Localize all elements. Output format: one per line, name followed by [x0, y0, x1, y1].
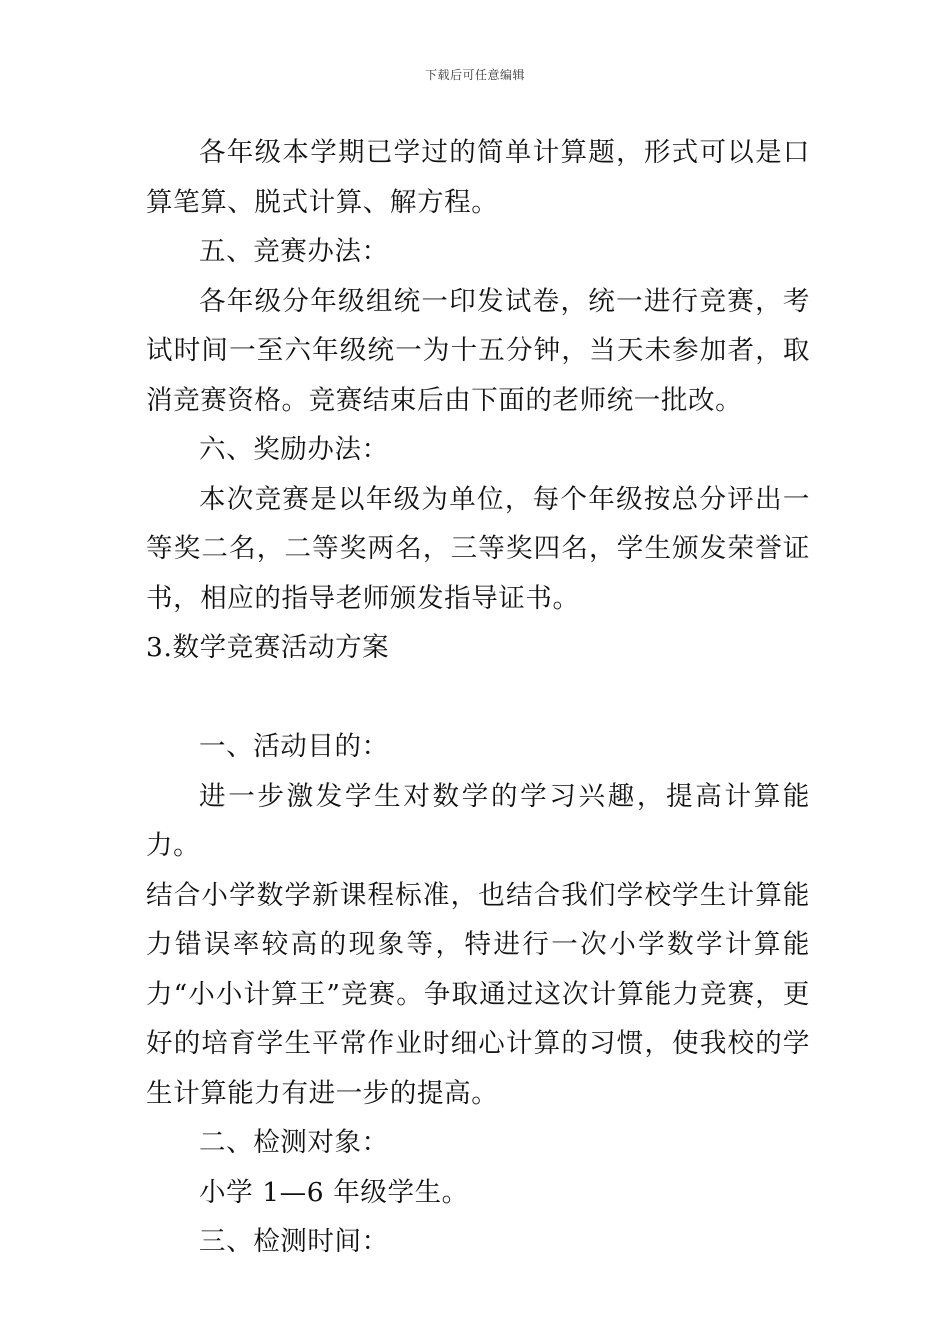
section-heading-activity-purpose: 一、活动目的： [199, 731, 389, 762]
paragraph-calculation-scope: 各年级本学期已学过的简单计算题，形式可以是口算笔算、脱式计算、解方程。 [146, 137, 810, 218]
paragraph-reward-method: 本次竞赛是以年级为单位，每个年级按总分评出一等奖二名，二等奖两名，三等奖四名，学生颁发荣誉证书，相应的指导老师颁发指导证书。 [146, 483, 810, 614]
section-heading-test-time: 三、检测时间： [199, 1226, 389, 1257]
paragraph-activity-purpose-detail: 结合小学数学新课程标准，也结合我们学校学生计算能力错误率较高的现象等，特进行一次小学数学计算能力“小小计算王”竞赛。争取通过这次计算能力竞赛，更好的培育学生平常作业时细心计算的习惯，使我校的学生计算能力有进一步的提高。 [146, 879, 810, 1109]
page-header-note: 下载后可任意编辑 [424, 68, 525, 82]
blank-line [146, 673, 810, 723]
paragraph-test-subjects: 小学 1—6 年级学生。 [199, 1176, 469, 1208]
paragraph-activity-purpose-intro: 进一步激发学生对数学的学习兴趣，提高计算能力。 [146, 780, 810, 861]
document-title-math-competition-plan: 3.数学竞赛活动方案 [146, 632, 390, 663]
section-heading-competition-method: 五、竞赛办法： [199, 236, 389, 267]
document-body [146, 128, 810, 1267]
paragraph-competition-method: 各年级分年级组统一印发试卷，统一进行竞赛，考试时间一至六年级统一为十五分钟，当天未参加者，取消竞赛资格。竞赛结束后由下面的老师统一批改。 [146, 285, 810, 416]
section-heading-test-subjects: 二、检测对象： [199, 1127, 389, 1158]
section-heading-reward-method: 六、奖励办法： [199, 434, 389, 465]
